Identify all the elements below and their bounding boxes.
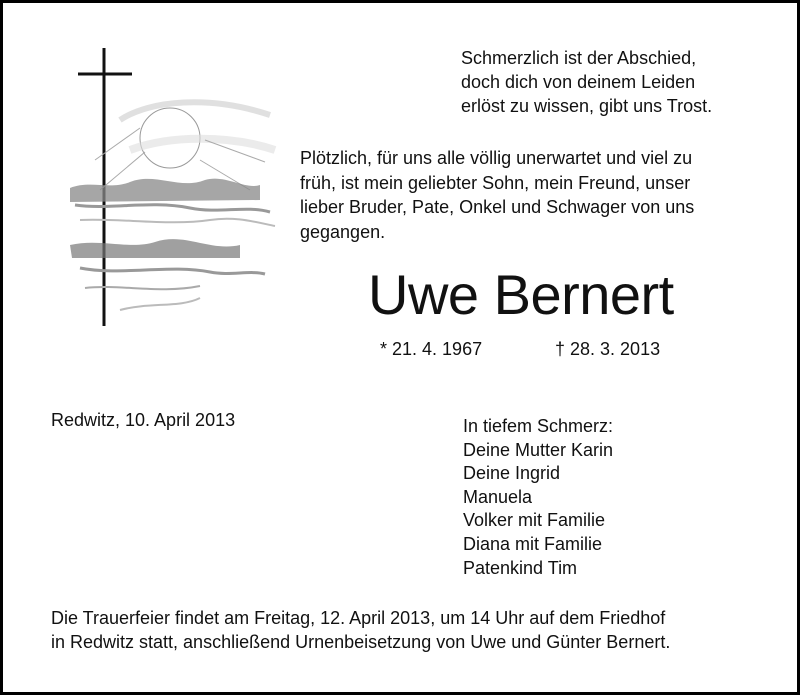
mourner-name: Patenkind Tim — [463, 557, 578, 578]
mourner-name: Manuela — [463, 486, 533, 507]
announcement-line: früh, ist mein geliebter Sohn, mein Freund, unser — [300, 172, 691, 193]
deceased-name: Uwe Bernert — [368, 263, 674, 326]
announcement-line: lieber Bruder, Pate, Onkel und Schwager von uns — [300, 197, 695, 217]
motto-line: doch dich von deinem Leiden — [461, 72, 696, 92]
motto-verse — [461, 46, 712, 118]
funeral-line: in Redwitz statt, anschließend Urnenbeisetzung von Uwe und Günter Bernert. — [51, 632, 671, 652]
mourner-name: Volker mit Familie — [463, 510, 606, 531]
mourners-list — [463, 415, 613, 580]
place-date: Redwitz, 10. April 2013 — [51, 410, 236, 430]
funeral-line: Die Trauerfeier findet am Freitag, 12. April 2013, um 14 Uhr auf dem Friedhof — [51, 608, 666, 628]
sun-icon — [95, 102, 275, 190]
cross-sunset-illustration — [60, 40, 290, 340]
mourners-heading: In tiefem Schmerz: — [463, 416, 614, 436]
funeral-notice — [51, 606, 670, 654]
landscape-icon — [70, 179, 275, 310]
death-date: † 28. 3. 2013 — [555, 339, 661, 359]
mourner-name: Deine Mutter Karin — [463, 439, 614, 460]
announcement-line: Plötzlich, für uns alle völlig unerwartet und viel zu — [300, 148, 693, 168]
announcement-line: gegangen. — [300, 221, 386, 242]
mourner-name: Deine Ingrid — [463, 463, 561, 484]
motto-line: erlöst zu wissen, gibt uns Trost. — [461, 96, 713, 116]
announcement-text — [300, 146, 750, 244]
birth-date: * 21. 4. 1967 — [380, 339, 483, 359]
motto-line: Schmerzlich ist der Abschied, — [461, 48, 697, 68]
mourner-name: Diana mit Familie — [463, 533, 603, 554]
